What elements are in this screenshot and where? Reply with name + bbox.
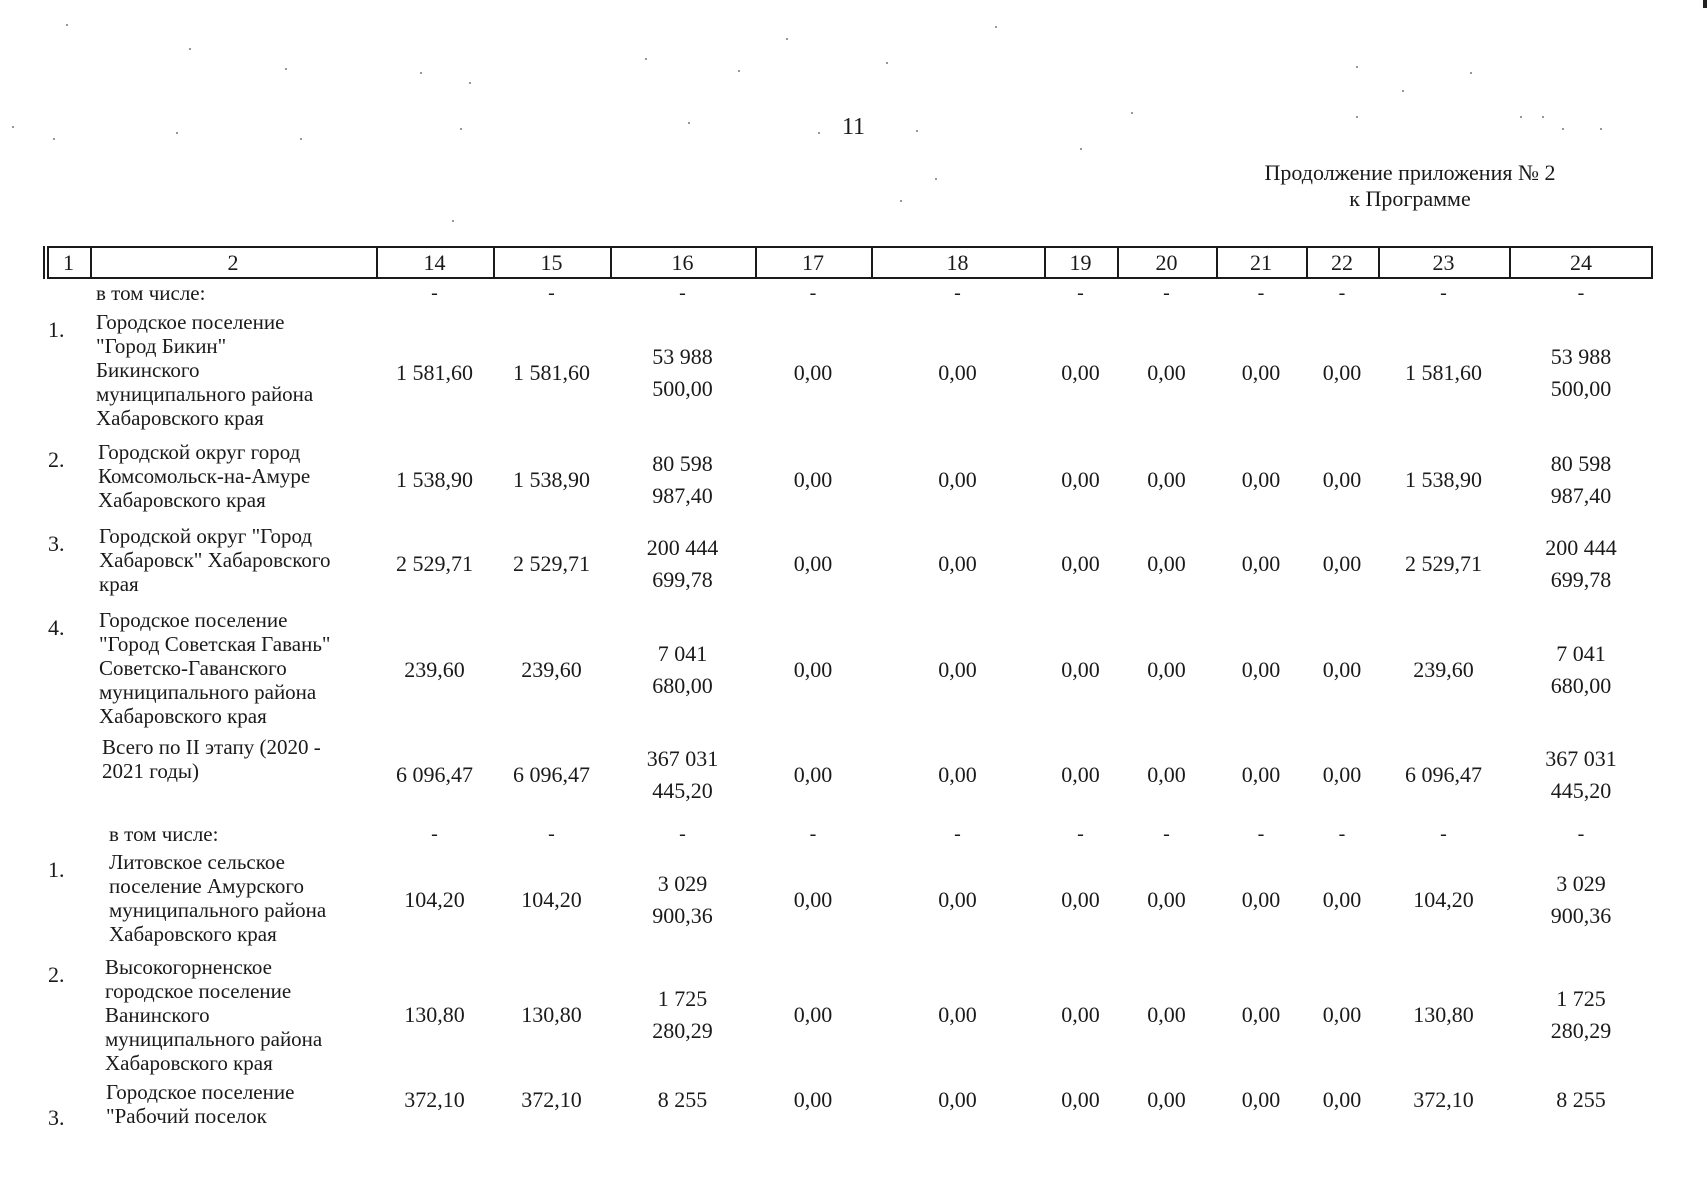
header-cell-1: 1 <box>63 250 74 275</box>
value-cell: 0,00 <box>1322 359 1362 385</box>
annex-caption <box>1190 160 1630 212</box>
value-cell: 372,10 <box>404 1087 465 1112</box>
scan-speck <box>916 130 918 132</box>
scan-speck <box>1356 116 1358 118</box>
scan-speck <box>1080 148 1082 150</box>
scan-speck <box>1600 128 1602 130</box>
row-number: 2. <box>48 447 65 472</box>
scan-speck <box>189 48 191 50</box>
value-cell: 0,00 <box>1061 657 1100 682</box>
empty-dash: - <box>954 823 961 845</box>
scan-speck <box>786 38 788 40</box>
value-cell: 80 598 987,40 <box>652 451 713 508</box>
value-cell: 8 255 <box>1556 1087 1606 1112</box>
value-cell: 0,00 <box>938 762 977 787</box>
table-row <box>0 608 1707 732</box>
value-cell: 0,00 <box>1241 551 1281 576</box>
municipality-name: Городской округ город Комсомольск-на-Амуре Хабаровского края <box>98 440 311 512</box>
value-cell: 0,00 <box>793 359 833 385</box>
empty-dash: - <box>1577 282 1585 304</box>
row-number: 1. <box>48 317 65 342</box>
value-cell: 53 988 500,00 <box>1550 343 1612 401</box>
value-cell: 0,00 <box>793 467 833 492</box>
value-cell: 6 096,47 <box>1405 762 1482 787</box>
value-cell: 0,00 <box>793 1002 833 1027</box>
value-cell: 0,00 <box>1061 1002 1100 1027</box>
value-cell: 3 029 900,36 <box>1550 871 1612 928</box>
scan-speck <box>1520 116 1522 118</box>
value-cell: 104,20 <box>521 887 582 912</box>
row-number: 1. <box>48 857 65 882</box>
value-cell: 0,00 <box>1061 467 1100 492</box>
value-cell: 0,00 <box>938 657 977 682</box>
empty-dash: - <box>1077 823 1084 845</box>
scan-speck <box>285 68 287 70</box>
value-cell: 104,20 <box>404 887 465 912</box>
empty-dash: - <box>954 282 961 304</box>
scan-speck <box>900 200 902 202</box>
header-cell-24: 24 <box>1570 250 1592 275</box>
header-cell-16: 16 <box>671 250 694 275</box>
value-cell: 0,00 <box>1322 1002 1362 1027</box>
scan-speck <box>1356 66 1358 68</box>
value-cell: 0,00 <box>1061 762 1100 787</box>
municipality-name: Городское поселение "Рабочий поселок <box>106 1080 295 1128</box>
value-cell: 0,00 <box>1147 1002 1186 1027</box>
value-cell: 239,60 <box>404 657 465 682</box>
value-cell: 0,00 <box>1241 1087 1281 1112</box>
value-cell: 239,60 <box>521 657 582 682</box>
value-cell: 239,60 <box>1413 657 1474 682</box>
scan-speck <box>469 82 471 84</box>
value-cell: 0,00 <box>1147 762 1186 787</box>
empty-dash: - <box>431 282 438 304</box>
empty-dash: - <box>1163 282 1170 304</box>
value-cell: 0,00 <box>793 657 833 682</box>
value-cell: 0,00 <box>793 1087 833 1112</box>
value-cell: 7 041 680,00 <box>652 641 713 698</box>
scan-speck <box>818 132 820 134</box>
municipality-name: Городское поселение "Город Советская Гавань" Советско-Гаванского муниципального района Хабаровского края <box>99 608 331 728</box>
scan-speck <box>886 62 888 64</box>
table-row <box>0 850 1707 950</box>
value-cell: 2 529,71 <box>513 551 590 576</box>
value-cell: 1 581,60 <box>513 359 590 385</box>
scan-speck <box>12 126 14 128</box>
value-cell: 0,00 <box>1147 657 1186 682</box>
municipality-name: Высокогорненское городское поселение Ванинского муниципального района Хабаровского края <box>105 955 323 1075</box>
value-cell: 0,00 <box>938 1002 977 1027</box>
empty-dash: - <box>548 823 555 845</box>
row-number: 3. <box>48 1105 65 1130</box>
value-cell: 1 538,90 <box>396 467 473 492</box>
empty-dash: - <box>431 823 438 845</box>
value-cell: 1 725 280,29 <box>1550 986 1612 1043</box>
page-number: 11 <box>841 114 866 140</box>
value-cell: 53 988 500,00 <box>652 343 713 401</box>
row-number: 3. <box>48 531 65 556</box>
header-cell-17: 17 <box>802 250 824 275</box>
value-cell: 0,00 <box>1241 887 1281 912</box>
value-cell: 7 041 680,00 <box>1550 641 1612 698</box>
value-cell: 0,00 <box>1322 887 1362 912</box>
value-cell: 0,00 <box>1147 887 1186 912</box>
value-cell: 0,00 <box>938 359 977 385</box>
value-cell: 0,00 <box>938 1087 977 1112</box>
value-cell: 0,00 <box>1147 467 1186 492</box>
empty-dash: - <box>809 823 817 845</box>
value-cell: 367 031 445,20 <box>1545 746 1617 803</box>
row-number: 2. <box>48 962 65 987</box>
table-row <box>0 822 1707 848</box>
value-cell: 0,00 <box>1147 1087 1186 1112</box>
scan-speck <box>176 132 178 134</box>
header-cell-2: 2 <box>227 250 239 275</box>
scan-speck <box>1470 72 1472 74</box>
header-cell-23: 23 <box>1432 250 1455 275</box>
value-cell: 0,00 <box>938 887 977 912</box>
value-cell: 0,00 <box>1322 1087 1362 1112</box>
value-cell: 3 029 900,36 <box>652 871 713 928</box>
value-cell: 6 096,47 <box>396 762 473 787</box>
value-cell: 1 581,60 <box>396 359 473 385</box>
header-cell-18: 18 <box>946 250 969 275</box>
empty-dash: - <box>1338 823 1346 845</box>
value-cell: 0,00 <box>938 467 977 492</box>
scan-speck <box>1402 90 1404 92</box>
header-cell-14: 14 <box>423 250 446 275</box>
table-row <box>0 955 1707 1075</box>
value-cell: 2 529,71 <box>396 551 473 576</box>
value-cell: 0,00 <box>1061 551 1100 576</box>
empty-dash: - <box>548 282 555 304</box>
scan-speck <box>738 70 740 72</box>
value-cell: 0,00 <box>793 887 833 912</box>
scan-speck <box>300 138 302 140</box>
value-cell: 0,00 <box>1061 887 1100 912</box>
scan-speck <box>460 128 462 130</box>
value-cell: 372,10 <box>1413 1087 1474 1112</box>
scan-speck <box>66 24 68 26</box>
table-row <box>0 735 1707 815</box>
scan-speck <box>420 72 422 74</box>
empty-dash: - <box>679 823 686 845</box>
value-cell: 1 725 280,29 <box>652 986 713 1043</box>
scan-speck <box>452 220 454 222</box>
value-cell: 8 255 <box>657 1087 708 1112</box>
value-cell: 0,00 <box>1322 467 1362 492</box>
scan-speck <box>688 122 690 124</box>
header-cell-19: 19 <box>1069 250 1092 275</box>
empty-dash: - <box>1257 823 1265 845</box>
value-cell: 1 538,90 <box>513 467 590 492</box>
value-cell: 80 598 987,40 <box>1550 451 1612 508</box>
empty-dash: - <box>1257 282 1265 304</box>
value-cell: 0,00 <box>1241 1002 1281 1027</box>
value-cell: 367 031 445,20 <box>646 746 719 803</box>
value-cell: 104,20 <box>1413 887 1474 912</box>
value-cell: 130,80 <box>521 1002 582 1027</box>
annex-line-1: Продолжение приложения № 2 <box>1264 160 1556 185</box>
value-cell: 0,00 <box>793 551 833 576</box>
header-cell-22: 22 <box>1331 250 1353 275</box>
value-cell: 200 444 699,78 <box>1545 535 1617 592</box>
header-cell-21: 21 <box>1250 250 1272 275</box>
value-cell: 0,00 <box>1322 762 1362 787</box>
municipality-name: Городское поселение "Город Бикин" Бикинского муниципального района Хабаровского края <box>96 310 314 430</box>
value-cell: 0,00 <box>1241 762 1281 787</box>
scan-speck <box>1542 116 1544 118</box>
value-cell: 372,10 <box>521 1087 582 1112</box>
empty-dash: - <box>679 282 686 304</box>
table-header-row <box>47 246 1653 279</box>
table-row <box>0 524 1707 604</box>
empty-dash: - <box>1163 823 1170 845</box>
value-cell: 130,80 <box>404 1002 465 1027</box>
value-cell: 0,00 <box>1241 657 1281 682</box>
header-cell-20: 20 <box>1155 250 1178 275</box>
value-cell: 0,00 <box>1241 359 1281 385</box>
empty-dash: - <box>1077 282 1084 304</box>
annex-line-2: к Программе <box>1349 186 1471 211</box>
municipality-name: Городской округ "Город Хабаровск" Хабаровского края <box>99 524 331 596</box>
empty-dash: - <box>1440 282 1447 304</box>
value-cell: 0,00 <box>1322 657 1362 682</box>
header-cell-15: 15 <box>540 250 563 275</box>
empty-dash: - <box>1338 282 1346 304</box>
value-cell: 0,00 <box>1061 359 1100 385</box>
value-cell: 1 538,90 <box>1405 467 1482 492</box>
scan-speck <box>1562 128 1564 130</box>
row-number: 4. <box>48 615 65 640</box>
value-cell: 0,00 <box>1241 467 1281 492</box>
municipality-name: Литовское сельское поселение Амурского муниципального района Хабаровского края <box>109 850 327 946</box>
scan-speck <box>935 178 937 180</box>
value-cell: 200 444 699,78 <box>646 535 719 592</box>
scan-speck <box>1131 112 1133 114</box>
table-row <box>0 310 1707 435</box>
header-divider <box>43 246 45 279</box>
subtotal-label: в том числе: <box>96 281 206 305</box>
value-cell: 0,00 <box>1147 551 1186 576</box>
value-cell: 0,00 <box>938 551 977 576</box>
table-row <box>0 440 1707 520</box>
table-row <box>0 281 1707 307</box>
value-cell: 1 581,60 <box>1405 359 1482 385</box>
value-cell: 130,80 <box>1413 1002 1474 1027</box>
empty-dash: - <box>1440 823 1447 845</box>
value-cell: 0,00 <box>1322 551 1362 576</box>
empty-dash: - <box>809 282 817 304</box>
table-row <box>0 1080 1707 1135</box>
value-cell: 0,00 <box>1147 359 1186 385</box>
municipality-name: Всего по II этапу (2020 - 2021 годы) <box>102 735 321 783</box>
scan-speck <box>995 26 997 28</box>
value-cell: 2 529,71 <box>1405 551 1482 576</box>
scan-speck <box>53 138 55 140</box>
scan-edge-mark <box>1703 0 1707 8</box>
subtotal-label: в том числе: <box>109 822 219 846</box>
scan-speck <box>645 58 647 60</box>
value-cell: 6 096,47 <box>513 762 590 787</box>
value-cell: 0,00 <box>793 762 833 787</box>
value-cell: 0,00 <box>1061 1087 1100 1112</box>
empty-dash: - <box>1577 823 1585 845</box>
